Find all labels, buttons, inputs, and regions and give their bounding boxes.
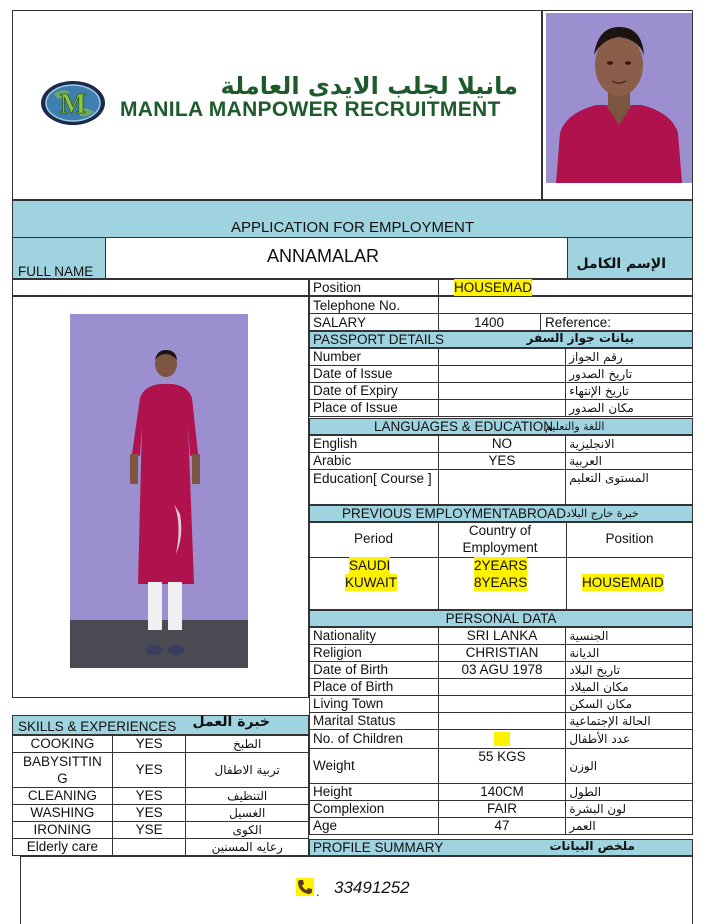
table-row	[310, 453, 693, 470]
employment-position: HOUSEMAID	[582, 575, 664, 590]
logo-letter: M	[59, 89, 87, 120]
portrait-photo	[546, 13, 692, 183]
religion-label: Religion	[310, 645, 439, 662]
telephone-label: Telephone No.	[313, 298, 401, 313]
table-row	[310, 662, 693, 679]
skills-table	[12, 735, 309, 856]
nationality-arabic: الجنسية	[566, 628, 693, 645]
skill-elderly-care: Elderly care	[13, 839, 113, 856]
education-label: Education[ Course ]	[310, 470, 439, 505]
passport-header-arabic: بيانات جواز السفر	[526, 331, 634, 345]
skill-cooking: COOKING	[13, 736, 113, 753]
languages-header-label: LANGUAGES & EDUCATION	[374, 419, 554, 434]
profile-header-label: PROFILE SUMMARY	[313, 840, 444, 855]
table-row	[310, 366, 693, 383]
children-highlight	[494, 732, 510, 746]
skill-elderly-care-value	[112, 839, 186, 856]
employment-header-label: PREVIOUS EMPLOYMENTABROAD	[342, 506, 567, 521]
position-value: HOUSEMAD	[454, 280, 533, 295]
height-arabic: الطول	[566, 784, 693, 801]
children-arabic: عدد الأطفال	[566, 730, 693, 749]
skills-header-arabic: خبرة العمل	[192, 714, 270, 730]
phone-icon	[296, 878, 314, 896]
table-row	[310, 818, 693, 835]
skill-ironing-value: YSE	[112, 822, 186, 839]
full-body-photo	[70, 314, 248, 668]
arabic-value: YES	[438, 453, 566, 470]
table-row	[310, 801, 693, 818]
date-of-issue-arabic: تاريخ الصدور	[566, 366, 693, 383]
weight-arabic: الوزن	[566, 749, 693, 784]
employment-country-1: SAUDI	[349, 558, 391, 573]
skill-washing: WASHING	[13, 805, 113, 822]
employment-period-2: 8YEARS	[474, 575, 528, 590]
complexion-arabic: لون البشرة	[566, 801, 693, 818]
table-row	[310, 436, 693, 453]
table-row	[13, 839, 309, 856]
living-town-arabic: مكان السكن	[566, 696, 693, 713]
table-row	[310, 784, 693, 801]
english-arabic: الانجليزية	[566, 436, 693, 453]
arabic-language-arabic: العربية	[566, 453, 693, 470]
salary-label: SALARY	[313, 315, 367, 330]
employment-country-2: KUWAIT	[345, 575, 397, 590]
company-name-english: MANILA MANPOWER RECRUITMENT	[120, 98, 501, 121]
passport-header-label: PASSPORT DETAILS	[313, 332, 445, 347]
skill-cooking-arabic: الطبخ	[186, 736, 309, 753]
employment-period-1: 2YEARS	[474, 558, 528, 573]
phone-dot: .	[316, 884, 320, 899]
full-name-label: FULL NAME	[18, 264, 94, 279]
position-label: Position	[313, 280, 362, 295]
passport-number-value	[438, 349, 565, 366]
living-town-value	[438, 696, 566, 713]
position-column-header: Position	[605, 531, 654, 546]
table-row	[13, 822, 309, 839]
full-name-arabic: الإسم الكامل	[576, 256, 666, 272]
age-arabic: العمر	[566, 818, 693, 835]
arabic-label: Arabic	[310, 453, 439, 470]
skill-cleaning-value: YES	[112, 788, 186, 805]
place-of-issue-arabic: مكان الصدور	[566, 400, 693, 417]
nationality-label: Nationality	[310, 628, 439, 645]
passport-number-label: Number	[310, 349, 439, 366]
complexion-value: FAIR	[438, 801, 566, 818]
children-value	[438, 730, 566, 749]
table-row	[310, 730, 693, 749]
profile-header-arabic: ملخص البيانات	[549, 839, 635, 853]
country-column-header: Country of Employment	[462, 523, 538, 555]
skill-ironing: IRONING	[13, 822, 113, 839]
table-row	[310, 679, 693, 696]
employment-header-arabic: خبرة خارج البلاد	[566, 507, 639, 520]
salary-value: 1400	[473, 315, 505, 330]
place-of-birth-value	[438, 679, 566, 696]
date-of-birth-value: 03 AGU 1978	[438, 662, 566, 679]
date-of-issue-value	[438, 366, 565, 383]
skill-ironing-arabic: الكوى	[186, 822, 309, 839]
date-of-birth-arabic: تاريخ البلاد	[566, 662, 693, 679]
table-row	[13, 753, 309, 788]
english-value: NO	[438, 436, 566, 453]
salary-divider	[540, 313, 541, 331]
table-row	[310, 645, 693, 662]
personal-header-label: PERSONAL DATA	[445, 611, 557, 626]
complexion-label: Complexion	[310, 801, 439, 818]
skill-washing-value: YES	[112, 805, 186, 822]
company-name-arabic: مانيلا لجلب الايدى العاملة	[220, 72, 518, 100]
place-of-issue-label: Place of Issue	[310, 400, 439, 417]
skill-cleaning-arabic: التنظيف	[186, 788, 309, 805]
personal-table	[309, 627, 693, 835]
children-label: No. of Children	[310, 730, 439, 749]
company-logo	[40, 80, 106, 126]
skill-babysitting-arabic: تربية الاطفال	[186, 753, 309, 788]
table-row	[310, 400, 693, 417]
table-row	[310, 470, 693, 505]
period-column-header: Period	[353, 531, 394, 546]
nationality-value: SRI LANKA	[438, 628, 566, 645]
date-of-expiry-value	[438, 383, 565, 400]
date-of-issue-label: Date of Issue	[310, 366, 439, 383]
place-of-issue-value	[438, 400, 565, 417]
place-of-birth-arabic: مكان الميلاد	[566, 679, 693, 696]
date-of-expiry-label: Date of Expiry	[310, 383, 439, 400]
age-value: 47	[438, 818, 566, 835]
table-row	[13, 805, 309, 822]
passport-number-arabic: رقم الجواز	[566, 349, 693, 366]
skill-babysitting: BABYSITTIN G	[13, 753, 113, 788]
photo-area-top	[12, 279, 309, 296]
marital-status-arabic: الحالة الإجتماعية	[566, 713, 693, 730]
table-row	[13, 788, 309, 805]
height-value: 140CM	[438, 784, 566, 801]
weight-label: Weight	[310, 749, 439, 784]
skill-babysitting-value: YES	[112, 753, 186, 788]
table-row	[310, 696, 693, 713]
languages-table	[309, 435, 693, 505]
marital-status-value	[438, 713, 566, 730]
passport-table	[309, 348, 693, 417]
religion-arabic: الديانة	[566, 645, 693, 662]
date-of-expiry-arabic: تاريخ الإنتهاء	[566, 383, 693, 400]
religion-value: CHRISTIAN	[438, 645, 566, 662]
form-title: APPLICATION FOR EMPLOYMENT	[230, 219, 475, 236]
skill-cooking-value: YES	[112, 736, 186, 753]
table-row	[13, 736, 309, 753]
date-of-birth-label: Date of Birth	[310, 662, 439, 679]
table-row	[310, 349, 693, 366]
skill-cleaning: CLEANING	[13, 788, 113, 805]
age-label: Age	[310, 818, 439, 835]
table-row	[310, 749, 693, 784]
education-value	[438, 470, 566, 505]
living-town-label: Living Town	[310, 696, 439, 713]
table-row	[310, 713, 693, 730]
height-label: Height	[310, 784, 439, 801]
place-of-birth-label: Place of Birth	[310, 679, 439, 696]
english-label: English	[310, 436, 439, 453]
table-row	[310, 383, 693, 400]
skill-washing-arabic: الغسيل	[186, 805, 309, 822]
reference-label: Reference:	[545, 315, 612, 330]
skill-elderly-care-arabic: رعايه المسنين	[186, 839, 309, 856]
weight-value: 55 KGS	[438, 749, 566, 784]
education-arabic: المستوى التعليم	[566, 470, 693, 505]
full-name-value: ANNAMALAR	[266, 246, 380, 266]
skills-header-label: SKILLS & EXPERIENCES	[18, 719, 177, 734]
table-row	[310, 628, 693, 645]
marital-status-label: Marital Status	[310, 713, 439, 730]
languages-header-arabic: اللغة والتعليم	[545, 420, 605, 433]
profile-phone: 33491252	[334, 878, 410, 897]
